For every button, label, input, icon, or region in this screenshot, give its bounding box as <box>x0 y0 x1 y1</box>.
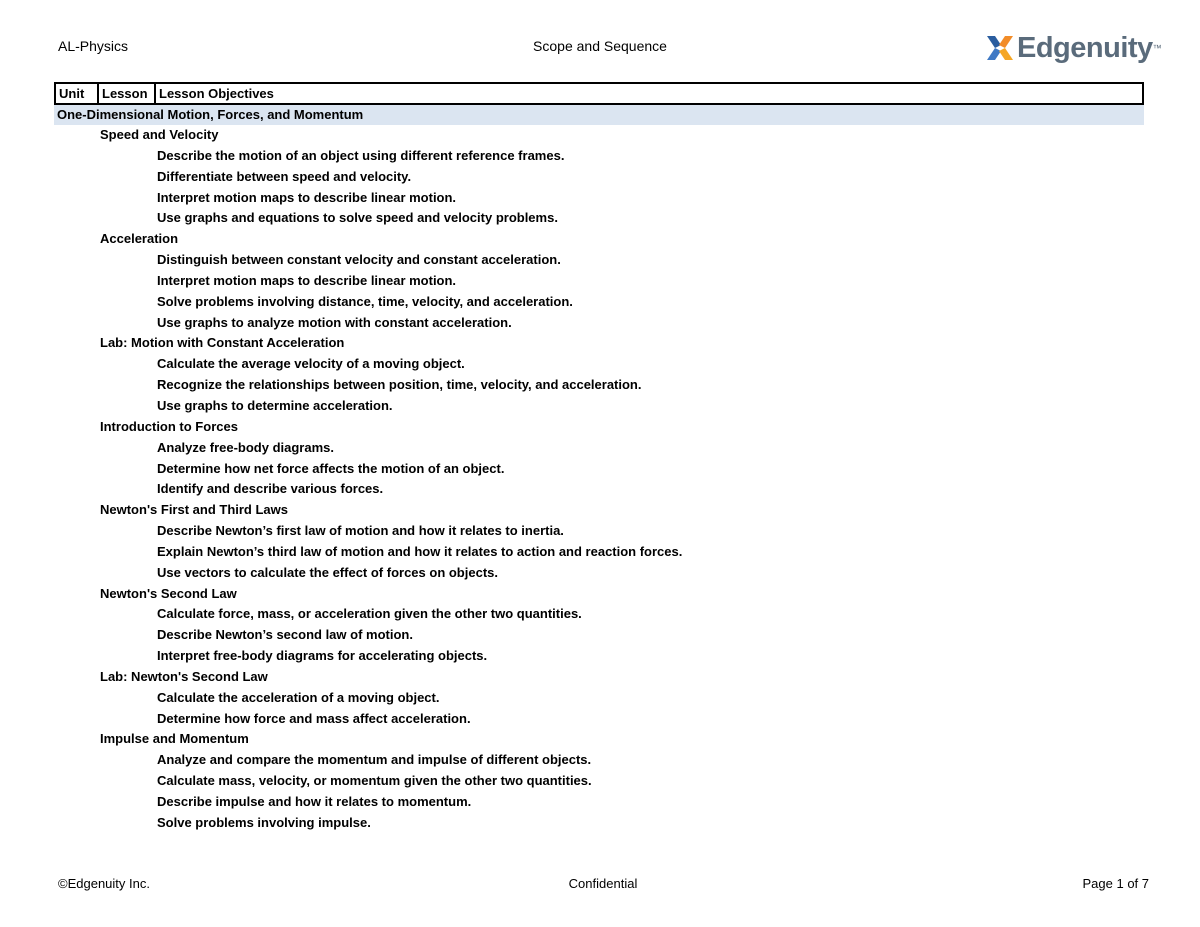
lesson-objective: Use vectors to calculate the effect of forces on objects. <box>157 564 498 580</box>
lesson-objective: Interpret free-body diagrams for accelerating objects. <box>157 648 488 664</box>
lesson-title: Introduction to Forces <box>100 418 238 434</box>
column-header-lesson: Lesson <box>99 84 156 103</box>
lesson-objective: Recognize the relationships between position, time, velocity, and acceleration. <box>157 377 642 393</box>
lesson-objective: Describe impulse and how it relates to momentum. <box>157 794 472 809</box>
unit-title-row: One-Dimensional Motion, Forces, and Momentum <box>54 105 1144 125</box>
lesson-objective: Describe Newton’s second law of motion. <box>157 627 413 643</box>
lesson-objective: Use graphs to determine acceleration. <box>157 397 393 413</box>
lesson-objective: Solve problems involving distance, time, velocity, and acceleration. <box>157 293 573 309</box>
lesson-objective: Identify and describe various forces. <box>157 481 384 497</box>
lesson-objective: Calculate force, mass, or acceleration given the other two quantities. <box>157 606 582 622</box>
lesson-objective: Interpret motion maps to describe linear motion. <box>157 272 457 288</box>
lesson-objective: Differentiate between speed and velocity. <box>157 168 412 184</box>
course-name: AL-Physics <box>58 38 129 54</box>
lesson-title: Acceleration <box>100 231 179 247</box>
lesson-objective: Solve problems involving impulse. <box>157 814 371 830</box>
lesson-title: Speed and Velocity <box>100 127 219 142</box>
lesson-objective: Use graphs to analyze motion with constant acceleration. <box>157 314 512 330</box>
lesson-objective: Analyze free-body diagrams. <box>157 439 334 455</box>
copyright-text: ©Edgenuity Inc. <box>58 876 150 891</box>
table-header-row <box>54 82 1144 105</box>
lesson-objective: Calculate the acceleration of a moving object. <box>157 689 440 705</box>
column-header-unit: Unit <box>56 84 99 103</box>
logo-wordmark: Edgenuity <box>1017 32 1153 64</box>
lesson-objective: Determine how net force affects the motion of an object. <box>157 460 505 476</box>
lesson-objective: Calculate mass, velocity, or momentum given the other two quantities. <box>157 773 592 789</box>
confidential-label: Confidential <box>568 876 638 891</box>
edgenuity-logo <box>985 30 1162 66</box>
edgenuity-x-icon <box>985 34 1015 62</box>
lesson-objective: Explain Newton’s third law of motion and how it relates to action and reaction forces. <box>157 543 683 559</box>
lesson-title: Lab: Motion with Constant Acceleration <box>100 335 345 351</box>
lesson-objective: Distinguish between constant velocity and constant acceleration. <box>157 252 561 268</box>
lesson-objective: Describe Newton’s first law of motion and how it relates to inertia. <box>157 523 564 539</box>
trademark-mark: ™ <box>1152 43 1162 53</box>
lesson-title: Lab: Newton's Second Law <box>100 668 268 684</box>
document-title: Scope and Sequence <box>533 38 667 54</box>
lesson-objective: Interpret motion maps to describe linear motion. <box>157 189 457 205</box>
lesson-objective: Describe the motion of an object using different reference frames. <box>157 147 565 163</box>
lesson-objective: Analyze and compare the momentum and impulse of different objects. <box>157 752 592 768</box>
lesson-objective: Use graphs and equations to solve speed and velocity problems. <box>157 210 558 226</box>
lesson-title: Impulse and Momentum <box>100 731 249 747</box>
lesson-title: Newton's First and Third Laws <box>100 502 288 518</box>
lesson-list <box>0 125 1200 834</box>
lesson-objective: Determine how force and mass affect acceleration. <box>157 710 471 726</box>
column-header-objectives: Lesson Objectives <box>159 86 274 101</box>
lesson-title: Newton's Second Law <box>100 585 237 601</box>
lesson-objective: Calculate the average velocity of a moving object. <box>157 356 465 372</box>
page-number: Page 1 of 7 <box>1082 876 1149 891</box>
